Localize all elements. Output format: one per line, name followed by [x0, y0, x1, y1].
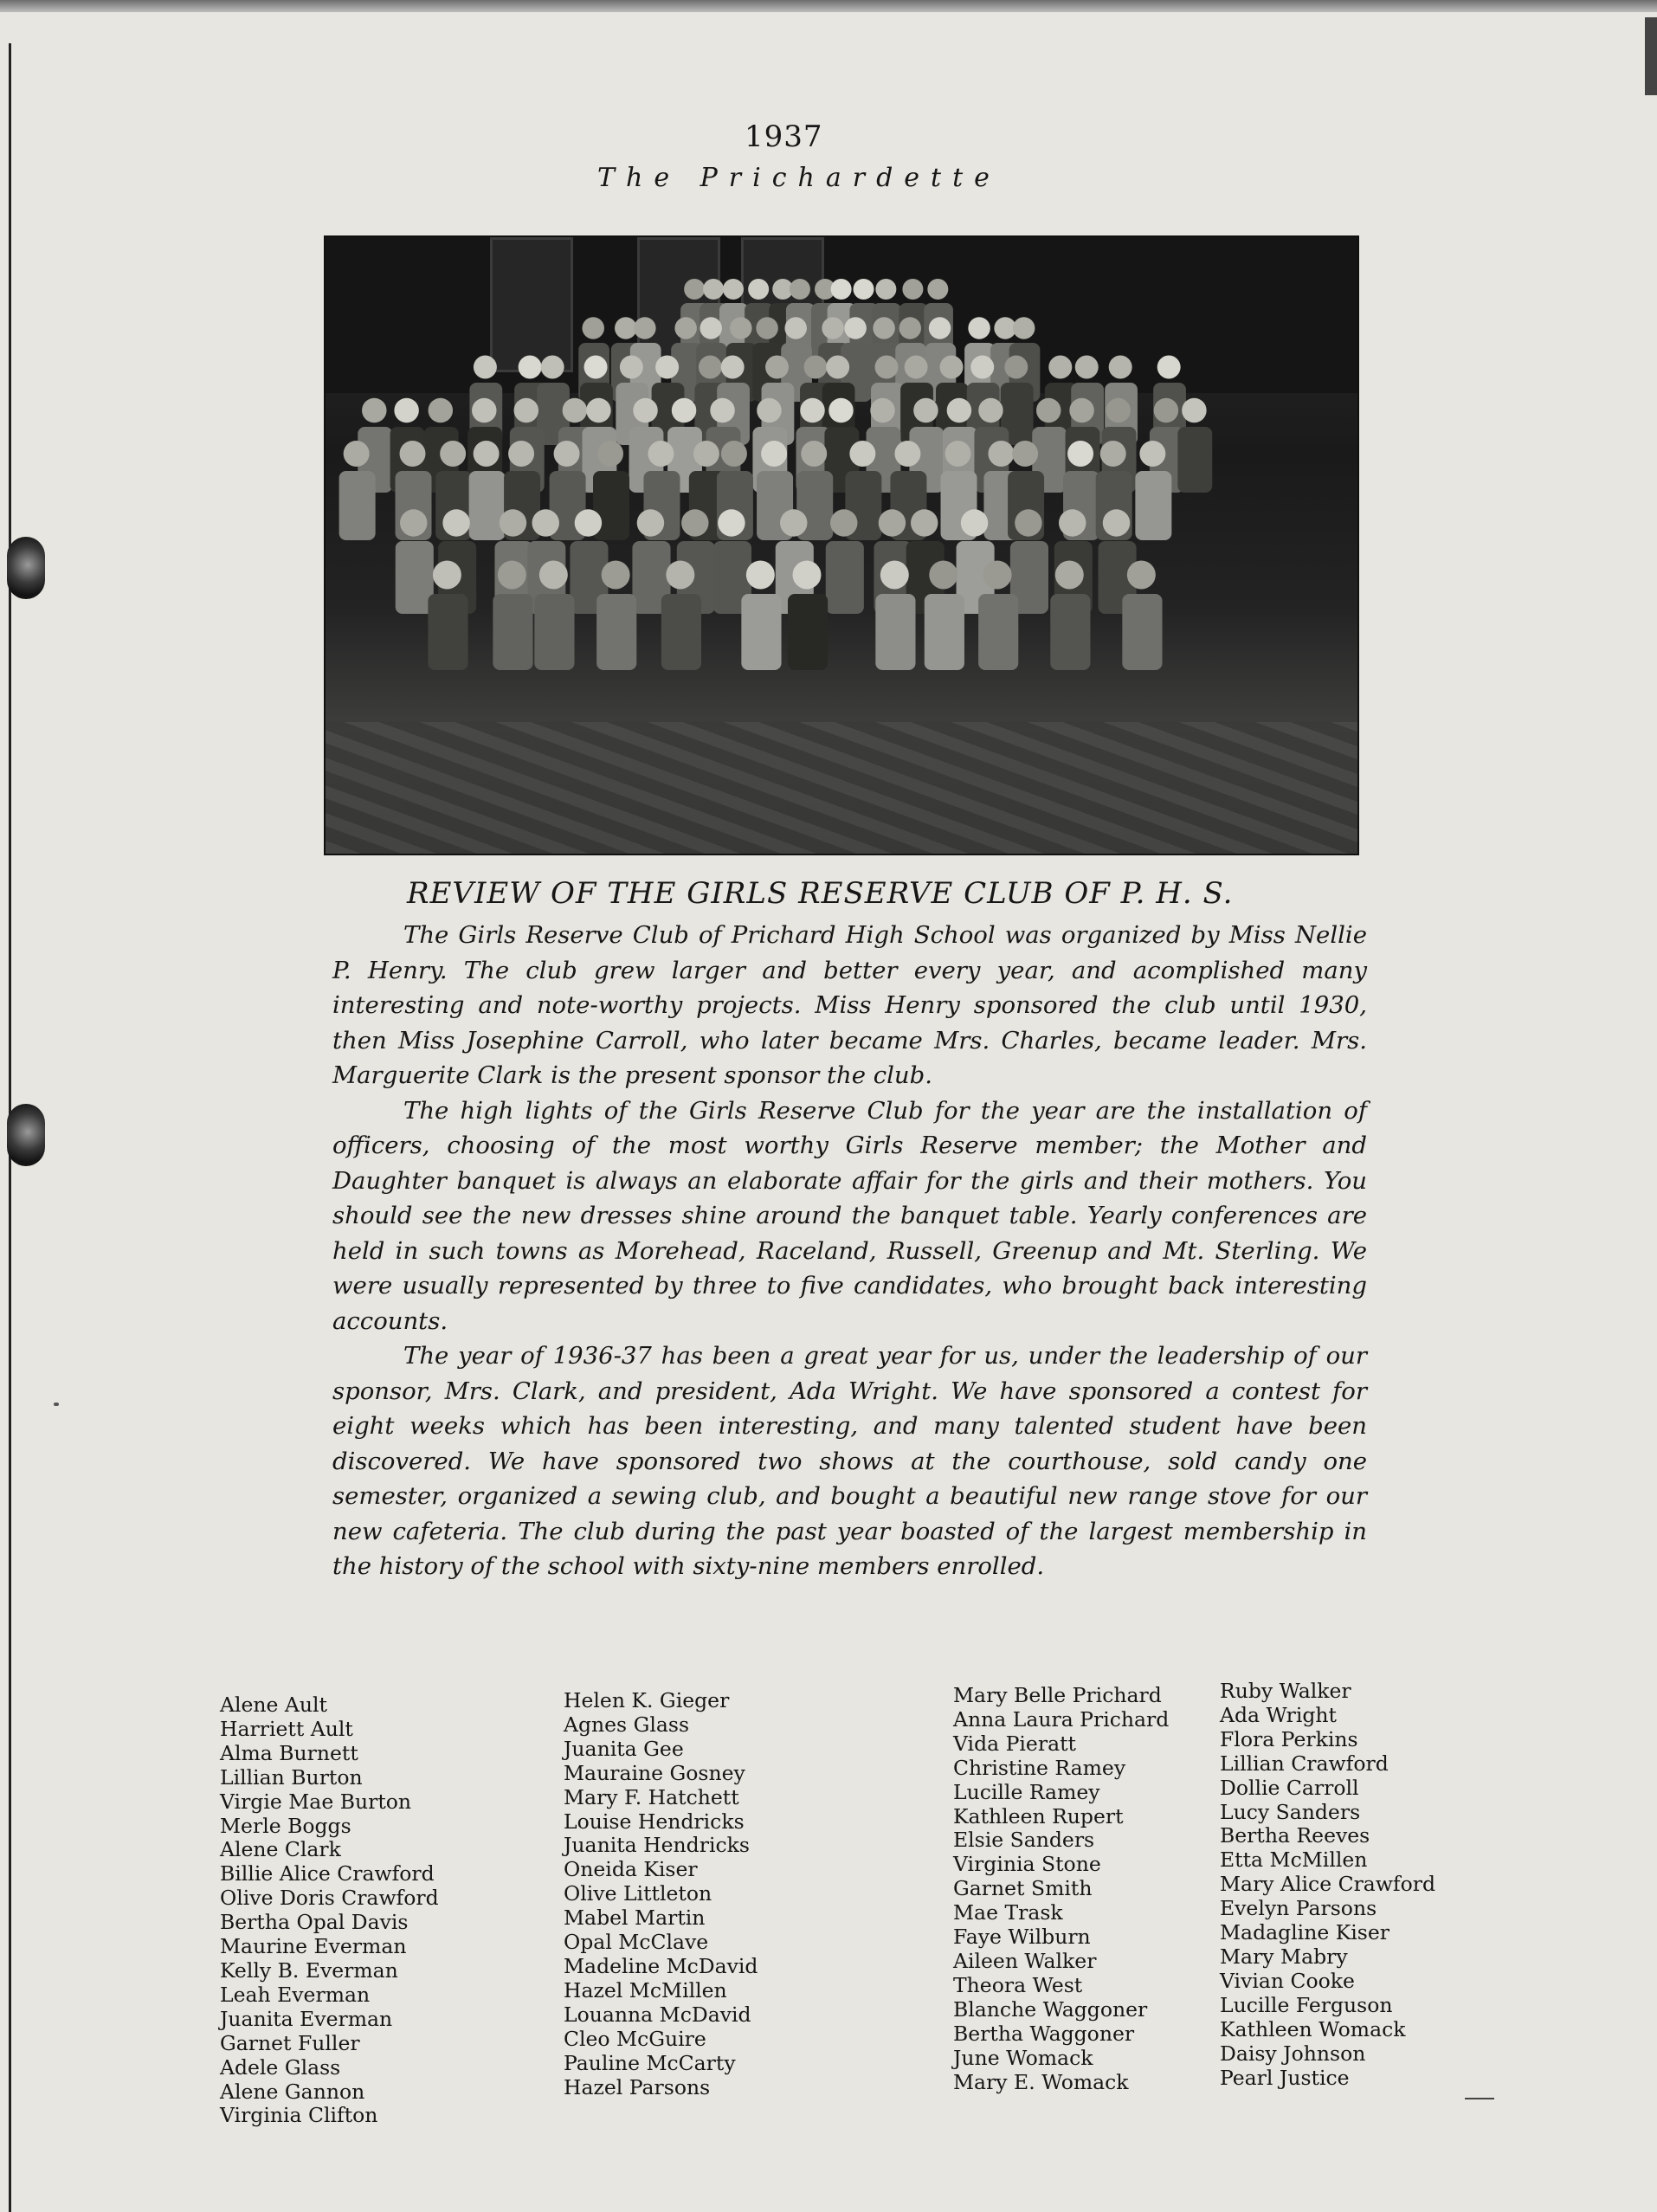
article-paragraph: The year of 1936-37 has been a great year for us, under the leadership of our sponsor, Mrs. Clark, and president, Ada Wright. We have sponsored a contest for eight weeks which has been interesting, and many talented student have been discovered. We have sponsored two shows at the courthouse, sold candy one semester, organized a sewing club, and bought a beautiful new range stove for our new cafeteria. The club during the past year boasted of the largest membership in the history of the school with sixty-nine members enrolled. [332, 1342, 1367, 1580]
photo-figure-head [563, 398, 588, 423]
photo-figure-head [700, 317, 722, 339]
photo-figure-head [554, 441, 580, 467]
photo-figure-head [1004, 356, 1028, 379]
member-name: Adele Glass [220, 2054, 341, 2080]
member-name: Garnet Fuller [220, 2030, 360, 2055]
running-head: The Prichardette [597, 163, 1001, 193]
photo-figure-head [784, 317, 807, 339]
member-name: Vida Pieratt [953, 1731, 1076, 1756]
member-name: Olive Doris Crawford [220, 1886, 439, 1911]
member-name: Kathleen Womack [1220, 2016, 1406, 2041]
photo-figure-head [1012, 441, 1038, 467]
photo-figure-head [780, 509, 808, 537]
photo-figure-head [879, 509, 906, 537]
photo-figure-head [792, 561, 821, 590]
photo-figure-head [927, 279, 948, 300]
member-name: Anna Laura Prichard [953, 1706, 1170, 1732]
photo-figure-body [396, 541, 434, 614]
member-name: Opal McClave [564, 1930, 709, 1955]
member-name: Hazel McMillen [564, 1977, 727, 2002]
photo-figure-head [894, 441, 920, 467]
member-name: Pauline McCarty [564, 2050, 736, 2075]
photo-figure-head [940, 356, 964, 379]
member-name: Oneida Kiser [564, 1857, 698, 1882]
photo-figure-head [684, 279, 705, 300]
photo-figure-head [655, 356, 679, 379]
member-name: Vivian Cooke [1220, 1968, 1355, 1993]
member-name: Mary Alice Crawford [1220, 1872, 1436, 1897]
member-name: Hazel Parsons [564, 2074, 711, 2099]
photo-figure-body [469, 471, 506, 540]
photo-figure-head [905, 356, 928, 379]
photo-figure-head [1059, 509, 1086, 537]
member-name: Mary E. Womack [953, 2069, 1129, 2094]
member-name: Merle Boggs [220, 1813, 351, 1838]
member-name: Olive Littleton [564, 1881, 712, 1906]
photo-figure-head [710, 398, 735, 423]
member-name: Lillian Burton [220, 1764, 363, 1790]
member-name: Kelly B. Everman [220, 1957, 398, 1983]
photo-figure-head [1109, 356, 1132, 379]
photo-figure-head [875, 356, 899, 379]
photo-figure-head [442, 509, 470, 537]
member-name: Louise Hendricks [564, 1809, 745, 1834]
photo-figure-head [1075, 356, 1099, 379]
member-name: Lillian Crawford [1220, 1751, 1389, 1776]
member-name: Daisy Johnson [1220, 2041, 1366, 2066]
photo-figure-head [983, 561, 1012, 590]
member-name: Kathleen Rupert [953, 1803, 1124, 1828]
member-name: Mary Belle Prichard [953, 1683, 1162, 1707]
photo-figure-head [826, 356, 849, 379]
member-name: Madagline Kiser [1220, 1920, 1389, 1945]
photo-figure-head [474, 356, 497, 379]
photo-figure-head [873, 317, 894, 339]
photo-figure-head [790, 279, 810, 300]
photo-figure-head [1015, 509, 1042, 537]
member-name: Virginia Clifton [220, 2103, 378, 2128]
photo-figure-head [648, 441, 674, 467]
binder-ring-top-icon [7, 537, 45, 599]
photo-figure-head [723, 279, 744, 300]
photo-figure-head [730, 317, 752, 339]
photo-figure-head [929, 561, 957, 590]
photo-figure-head [586, 398, 611, 423]
photo-figure-body [1135, 471, 1171, 540]
photo-figure-head [539, 561, 568, 590]
photo-figure-head [1139, 441, 1165, 467]
article-paragraph: The Girls Reserve Club of Prichard High School was organized by Miss Nellie P. Henry. The club grew larger and better every year, and acomplished many interesting and note-worthy projects. Miss Henry sponsored the club until 1930, then Miss Josephine Carroll, who later became Mrs. Charles, became leader. Mrs. Marguerite Clark is the present sponsor the club. [332, 921, 1367, 1089]
member-name: Christine Ramey [953, 1755, 1126, 1780]
photo-figure-head [961, 509, 989, 537]
photo-figure-body [788, 594, 828, 670]
photo-figure-head [929, 317, 951, 339]
photo-figure-head [699, 356, 722, 379]
photo-figure-head [433, 561, 461, 590]
member-list-column-3 [953, 1684, 1169, 2094]
member-name: Garnet Smith [953, 1876, 1093, 1901]
photo-figure-head [672, 398, 697, 423]
photo-figure-head [703, 279, 724, 300]
photo-figure-head [902, 279, 923, 300]
scan-right-edge [1645, 17, 1657, 95]
photo-figure-body [596, 594, 636, 670]
photo-figure-head [514, 398, 539, 423]
member-name: Ruby Walker [1220, 1679, 1351, 1703]
photo-figure-head [801, 441, 827, 467]
photo-figure-head [615, 317, 637, 339]
photo-figure-head [597, 441, 623, 467]
photo-figure-head [666, 561, 694, 590]
member-name: Blanche Waggoner [953, 1996, 1148, 2022]
photo-figure-head [1036, 398, 1061, 423]
photo-figure-head [844, 317, 867, 339]
photo-figure-head [1103, 509, 1131, 537]
photo-figure-head [756, 317, 778, 339]
photo-figure-head [899, 317, 921, 339]
photo-figure-head [620, 356, 643, 379]
member-name: Alma Burnett [220, 1740, 358, 1765]
member-list-column-2 [564, 1689, 758, 2099]
photo-figure-head [945, 441, 971, 467]
member-name: Maurine Everman [220, 1934, 407, 1959]
photo-figure-head [1127, 561, 1156, 590]
photo-figure-head [681, 509, 709, 537]
photo-figure-head [634, 317, 656, 339]
photo-figure-head [1069, 398, 1094, 423]
photo-figure-head [394, 398, 419, 423]
article-heading: REVIEW OF THE GIRLS RESERVE CLUB OF P. H. S. [407, 876, 1234, 911]
photo-figure-head [721, 356, 745, 379]
photo-figure-body [978, 594, 1018, 670]
member-name: Alene Ault [220, 1693, 327, 1717]
photo-figure-head [875, 279, 896, 300]
photo-figure-head [362, 398, 387, 423]
photo-figure-head [429, 398, 454, 423]
photo-figure-head [828, 398, 854, 423]
photo-figure-head [440, 441, 466, 467]
photo-figure-body [428, 594, 467, 670]
member-name: Virginia Stone [953, 1852, 1101, 1877]
photo-figure-head [344, 441, 370, 467]
member-name: Alene Clark [220, 1837, 341, 1862]
photo-figure-head [575, 509, 603, 537]
member-name: Leah Everman [220, 1982, 371, 2007]
photo-figure-head [968, 317, 990, 339]
photo-figure-head [500, 509, 527, 537]
member-name: Lucille Ferguson [1220, 1992, 1393, 2017]
member-name: June Womack [953, 2045, 1093, 2070]
photo-figure-head [970, 356, 994, 379]
photo-figure-head [822, 317, 844, 339]
member-name: Elsie Sanders [953, 1828, 1095, 1853]
photo-figure-body [534, 594, 574, 670]
member-name: Alene Gannon [220, 2079, 365, 2104]
binder-ring-bottom-icon [7, 1104, 45, 1166]
photo-figure-head [1182, 398, 1207, 423]
photo-figure-head [1100, 441, 1126, 467]
scan-speck [54, 1403, 59, 1406]
photo-figure-head [1055, 561, 1084, 590]
member-name: Agnes Glass [564, 1712, 690, 1737]
member-name: Louanna McDavid [564, 2002, 751, 2027]
photo-figure-head [718, 509, 745, 537]
photo-figure-head [541, 356, 564, 379]
photo-figure-head [1154, 398, 1179, 423]
photo-figure-head [508, 441, 534, 467]
photo-figure-head [584, 356, 608, 379]
member-name: Ada Wright [1220, 1702, 1337, 1727]
photo-crowd [326, 237, 1357, 854]
photo-figure-head [582, 317, 604, 339]
photo-figure-head [880, 561, 909, 590]
member-name: Mary F. Hatchett [564, 1784, 739, 1809]
photo-figure-head [637, 509, 665, 537]
photo-figure-head [519, 356, 542, 379]
member-name: Pearl Justice [1220, 2065, 1350, 2090]
photo-figure-head [721, 441, 747, 467]
member-name: Bertha Opal Davis [220, 1910, 409, 1935]
member-name: Billie Alice Crawford [220, 1861, 435, 1886]
member-name: Mae Trask [953, 1900, 1063, 1925]
photo-figure-head [800, 398, 825, 423]
member-list-column-1 [220, 1693, 439, 2128]
member-name: Madeline McDavid [564, 1953, 758, 1978]
photo-figure-head [1106, 398, 1131, 423]
member-name: Etta McMillen [1220, 1848, 1368, 1873]
article-paragraph: The high lights of the Girls Reserve Club for the year are the installation of officers, choosing of the most worthy Girls Reserve member; the Mother and Daughter banquet is always an elaborate affair for the girls and their mothers. You should see the new dresses shine around the banquet table. Yearly conferences are held in such towns as Morehead, Raceland, Russell, Greenup and Mt. Sterling. We were usually represented by three to five candidates, who brought back interesting accounts. [332, 1096, 1367, 1335]
photo-figure-body [741, 594, 781, 670]
photo-figure-head [988, 441, 1014, 467]
photo-figure-body [661, 594, 701, 670]
photo-figure-head [474, 441, 500, 467]
photo-figure-body [826, 541, 864, 614]
photo-figure-head [633, 398, 658, 423]
photo-figure-head [831, 279, 852, 300]
photo-figure-body [925, 594, 964, 670]
photo-figure-head [1067, 441, 1093, 467]
member-name: Harriett Ault [220, 1716, 353, 1741]
page-number: 1937 [745, 119, 823, 154]
photo-figure-head [1013, 317, 1035, 339]
photo-figure-body [1050, 594, 1090, 670]
photo-figure-body [493, 594, 532, 670]
photo-figure-head [854, 279, 874, 300]
photo-figure-head [978, 398, 1003, 423]
photo-figure-head [472, 398, 497, 423]
member-name: Mabel Martin [564, 1906, 706, 1931]
member-name: Bertha Reeves [1220, 1823, 1370, 1848]
member-name: Flora Perkins [1220, 1726, 1358, 1751]
member-name: Cleo McGuire [564, 2026, 706, 2051]
photo-figure-head [911, 509, 938, 537]
group-photo [324, 235, 1359, 855]
photo-figure-head [757, 398, 782, 423]
photo-figure-head [400, 509, 428, 537]
photo-figure-head [602, 561, 630, 590]
member-name: Evelyn Parsons [1220, 1896, 1377, 1921]
member-name: Faye Wilburn [953, 1925, 1091, 1950]
member-list-column-4 [1220, 1680, 1435, 2090]
photo-figure-body [339, 471, 376, 540]
photo-figure-head [532, 509, 559, 537]
photo-figure-head [400, 441, 426, 467]
photo-figure-head [870, 398, 895, 423]
member-name: Theora West [953, 1972, 1083, 1997]
photo-figure-head [693, 441, 719, 467]
photo-figure-head [761, 441, 787, 467]
photo-figure-head [804, 356, 828, 379]
photo-figure-head [830, 509, 858, 537]
trailing-rule [1465, 2098, 1494, 2099]
member-name: Dollie Carroll [1220, 1775, 1359, 1800]
photo-figure-head [849, 441, 875, 467]
scan-top-edge [0, 0, 1657, 12]
member-name: Mary Mabry [1220, 1944, 1348, 1969]
photo-figure-body [1177, 427, 1212, 493]
member-name: Mauraine Gosney [564, 1760, 745, 1785]
member-name: Juanita Hendricks [564, 1833, 750, 1858]
member-name: Helen K. Gieger [564, 1688, 730, 1712]
member-name: Aileen Walker [953, 1948, 1097, 1973]
photo-figure-head [1048, 356, 1072, 379]
photo-figure-body [1122, 594, 1162, 670]
photo-figure-head [498, 561, 526, 590]
member-name: Bertha Waggoner [953, 2021, 1135, 2046]
photo-figure-head [947, 398, 972, 423]
photo-figure-body [875, 594, 915, 670]
photo-figure-head [913, 398, 938, 423]
member-name: Juanita Everman [220, 2006, 393, 2031]
member-name: Lucille Ramey [953, 1779, 1100, 1804]
photo-figure-head [674, 317, 697, 339]
member-name: Lucy Sanders [1220, 1799, 1361, 1824]
member-name: Virgie Mae Burton [220, 1789, 412, 1814]
member-name: Juanita Gee [564, 1736, 684, 1761]
photo-figure-head [748, 279, 769, 300]
photo-figure-head [746, 561, 775, 590]
article-body [332, 918, 1367, 1584]
photo-figure-head [1157, 356, 1181, 379]
photo-figure-head [765, 356, 789, 379]
